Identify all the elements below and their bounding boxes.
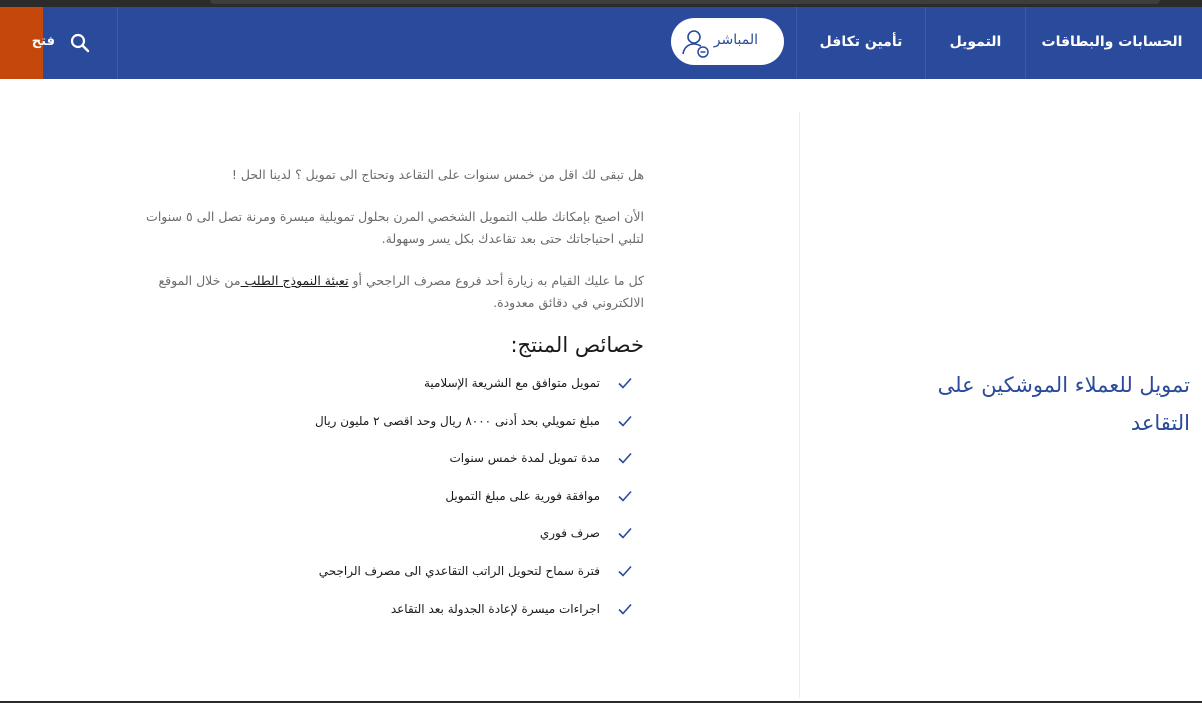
direct-online-button[interactable] — [671, 18, 784, 65]
features-list — [134, 364, 644, 627]
checkmark-icon — [618, 415, 632, 427]
feature-text: فترة سماح لتحويل الراتب التقاعدي الى مصرف الراجحي — [318, 563, 600, 578]
checkmark-icon — [618, 490, 632, 502]
feature-text: مبلغ تمويلي بحد أدنى ٨٠٠٠ ريال وحد اقصى ٢ مليون ريال — [314, 413, 600, 428]
feature-item — [134, 439, 644, 477]
apply-text-end: من خلال الموقع الالكتروني في دقائق معدودة. — [158, 273, 644, 310]
browser-tab-bar — [210, 0, 1160, 4]
feature-item — [134, 477, 644, 515]
apply-instructions — [134, 270, 644, 314]
feature-item — [134, 552, 644, 590]
feature-text: تمويل متوافق مع الشريعة الإسلامية — [423, 376, 600, 390]
application-form-link[interactable]: تعبئة النموذج الطلب — [240, 273, 349, 288]
open-account-label: فتح — [31, 34, 55, 49]
feature-item — [134, 364, 644, 402]
feature-text: مدة تمويل لمدة خمس سنوات — [449, 451, 600, 466]
sidebar-divider — [799, 112, 800, 698]
page-title: تمويل للعملاء الموشكين على التقاعد — [937, 373, 1190, 435]
checkmark-icon — [618, 377, 632, 389]
nav-item-accounts-cards[interactable]: الحسابات والبطاقات — [1041, 34, 1183, 50]
nav-item-takaful[interactable]: تأمين تكافل — [819, 34, 903, 50]
feature-text: صرف فوري — [539, 526, 600, 541]
open-account-button[interactable] — [0, 7, 55, 79]
feature-text: موافقة فورية على مبلغ التمويل — [445, 488, 600, 503]
checkmark-icon — [618, 452, 632, 464]
checkmark-icon — [618, 565, 632, 577]
features-title: خصائص المنتج: — [510, 333, 644, 357]
nav-item-financing[interactable]: التمويل — [949, 34, 1002, 50]
browser-top-strip — [0, 0, 1202, 7]
feature-item — [134, 590, 644, 628]
checkmark-icon — [618, 603, 632, 615]
direct-online-label: المباشر — [713, 32, 758, 48]
search-button[interactable] — [43, 7, 117, 79]
product-content — [134, 164, 644, 627]
description-text: الأن اصبح بإمكانك طلب التمويل الشخصي المرن بحلول تمويلية ميسرة ومرنة تصل الى ٥ سنوات لتلبي احتياجاتك حتى بعد تقاعدك بكل يسر وسهولة. — [146, 209, 644, 246]
feature-item — [134, 514, 644, 552]
apply-text-start: كل ما عليك القيام به زيارة أحد فروع مصرف الراجحي أو — [348, 273, 644, 288]
search-icon — [70, 33, 90, 53]
user-shield-icon — [681, 28, 711, 58]
feature-item — [134, 402, 644, 440]
feature-text: اجراءات ميسرة لإعادة الجدولة بعد التقاعد — [390, 601, 600, 616]
nav-divider — [117, 7, 118, 79]
checkmark-icon — [618, 527, 632, 539]
main-navbar — [0, 7, 1202, 79]
intro-text: هل تبقى لك اقل من خمس سنوات على التقاعد وتحتاج الى تمويل ؟ لدينا الحل ! — [231, 167, 644, 182]
